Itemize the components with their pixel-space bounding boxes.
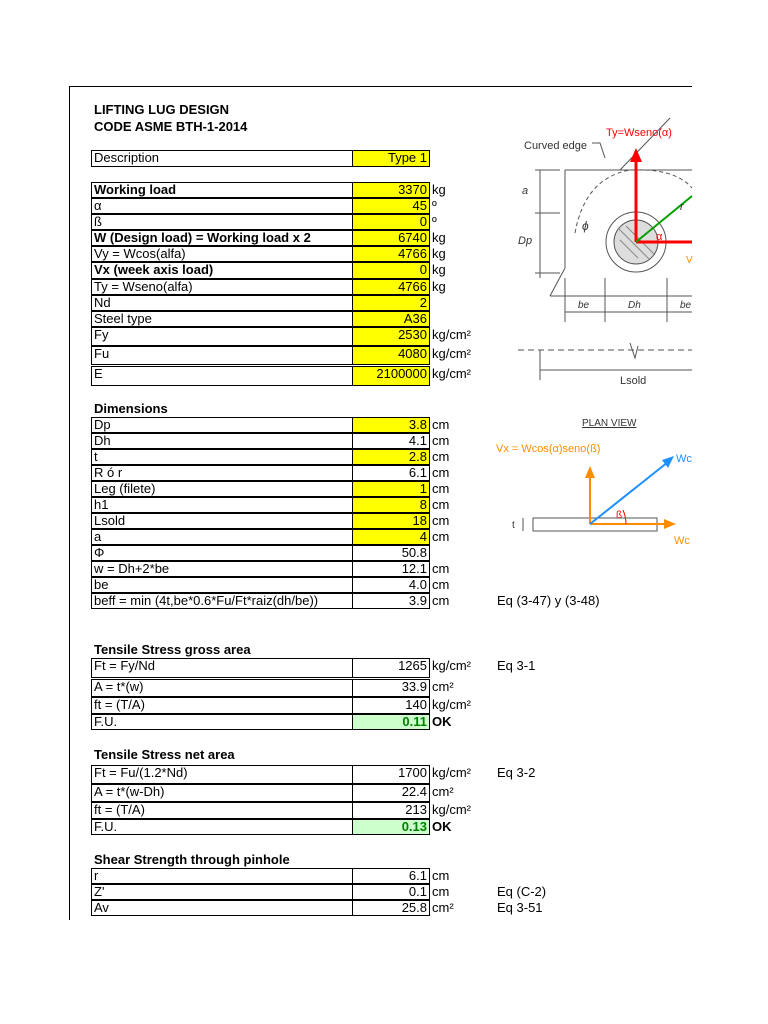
- equation-reference: Eq 3-51: [497, 900, 543, 915]
- row-unit: kg/cm²: [432, 327, 471, 342]
- row-unit: kg/cm²: [432, 366, 471, 381]
- row-label: Lsold: [91, 513, 353, 529]
- equation-reference: Eq 3-2: [497, 765, 536, 780]
- row-value: 50.8: [353, 545, 430, 561]
- wc-bottom-label: Wc: [674, 535, 690, 547]
- equation-reference: Eq (3-47) y (3-48): [497, 593, 600, 608]
- equation-reference: Eq 3-1: [497, 658, 536, 673]
- curved-edge-label: Curved edge: [524, 140, 587, 152]
- plan-view-diagram: [490, 412, 692, 552]
- tensile-net-title: Tensile Stress net area: [94, 747, 235, 762]
- row-label: Steel type: [91, 311, 353, 327]
- row-value: 6.1: [353, 465, 430, 481]
- row-label: Ft = Fy/Nd: [91, 658, 353, 678]
- status-ok: OK: [432, 714, 452, 729]
- row-label: Fy: [91, 327, 353, 346]
- row-label: Vy = Wcos(alfa): [91, 246, 353, 262]
- dh-label: Dh: [628, 300, 641, 311]
- row-unit: cm²: [432, 679, 454, 694]
- w-blue-arrow: [590, 462, 668, 524]
- row-label: Leg (filete): [91, 481, 353, 497]
- row-value: 0.1: [353, 884, 430, 900]
- row-label: Av: [91, 900, 353, 916]
- be-left-label: be: [578, 300, 590, 311]
- lsold-label: Lsold: [620, 375, 647, 387]
- alpha-label: α: [656, 231, 663, 243]
- row-label: α: [91, 198, 353, 214]
- row-unit: cm: [432, 449, 450, 464]
- row-unit: cm²: [432, 900, 454, 915]
- row-unit: cm: [432, 884, 450, 899]
- row-unit: kg: [432, 246, 446, 261]
- v-label: V: [686, 255, 693, 266]
- t-label: t: [512, 520, 515, 531]
- row-value[interactable]: 4080: [353, 346, 430, 365]
- row-value[interactable]: 3.8: [353, 417, 430, 433]
- row-label: Vx (week axis load): [91, 262, 353, 279]
- row-label: R ó r: [91, 465, 353, 481]
- row-unit: kg/cm²: [432, 765, 471, 780]
- status-ok: OK: [432, 819, 452, 834]
- row-unit: cm: [432, 593, 450, 608]
- row-unit: cm: [432, 513, 450, 528]
- row-label: r: [91, 868, 353, 884]
- row-unit: cm: [432, 433, 450, 448]
- row-unit: kg/cm²: [432, 346, 471, 361]
- vx-label: Vx = Wcos(α)seno(ß): [496, 443, 601, 455]
- row-value[interactable]: 45: [353, 198, 430, 214]
- shear-title: Shear Strength through pinhole: [94, 852, 290, 867]
- dim-a-label: a: [522, 185, 529, 197]
- dimensions-title: Dimensions: [94, 401, 168, 416]
- row-label: A = t*(w-Dh): [91, 784, 353, 802]
- row-value: 1700: [353, 765, 430, 784]
- row-value[interactable]: 18: [353, 513, 430, 529]
- row-unit: cm: [432, 577, 450, 592]
- row-value[interactable]: 0: [353, 214, 430, 230]
- row-value: 25.8: [353, 900, 430, 916]
- row-value: 0.11: [353, 714, 430, 730]
- row-label: h1: [91, 497, 353, 513]
- page-title: LIFTING LUG DESIGN: [94, 102, 230, 117]
- row-unit: kg: [432, 230, 446, 245]
- row-unit: kg: [432, 279, 446, 294]
- row-value: 22.4: [353, 784, 430, 802]
- row-value: 140: [353, 697, 430, 714]
- row-label: Z': [91, 884, 353, 900]
- r-label: r: [680, 201, 684, 213]
- row-label: A = t*(w): [91, 679, 353, 697]
- row-value[interactable]: 6740: [353, 230, 430, 246]
- row-label: W (Design load) = Working load x 2: [91, 230, 353, 246]
- row-label: beff = min (4t,be*0.6*Fu/Ft*raiz(dh/be)): [91, 593, 353, 609]
- row-unit: kg: [432, 262, 446, 277]
- row-unit: kg/cm²: [432, 802, 471, 817]
- row-value: 4.0: [353, 577, 430, 593]
- row-value[interactable]: 4766: [353, 246, 430, 262]
- row-value[interactable]: 2100000: [353, 366, 430, 386]
- row-label: Ft = Fu/(1.2*Nd): [91, 765, 353, 784]
- row-unit: º: [432, 214, 437, 229]
- row-unit: cm: [432, 417, 450, 432]
- row-value[interactable]: 2: [353, 295, 430, 311]
- row-value[interactable]: 2.8: [353, 449, 430, 465]
- lug-elevation-diagram: [510, 118, 692, 390]
- row-value: 33.9: [353, 679, 430, 697]
- row-value[interactable]: 0: [353, 262, 430, 279]
- code-reference: CODE ASME BTH-1-2014: [94, 119, 248, 134]
- row-unit: kg/cm²: [432, 697, 471, 712]
- row-label: Dp: [91, 417, 353, 433]
- be-right-label: be: [680, 300, 692, 311]
- ty-label: Ty=Wseno(α): [606, 127, 672, 139]
- row-unit: cm²: [432, 784, 454, 799]
- row-label: F.U.: [91, 714, 353, 730]
- row-label: Fu: [91, 346, 353, 365]
- plan-view-title: PLAN VIEW: [582, 418, 637, 429]
- row-value[interactable]: 4766: [353, 279, 430, 295]
- lug-left-edge: [550, 170, 565, 296]
- row-label: ft = (T/A): [91, 802, 353, 819]
- row-label: Nd: [91, 295, 353, 311]
- row-value: 3.9: [353, 593, 430, 609]
- row-label: E: [91, 366, 353, 386]
- row-label: Φ: [91, 545, 353, 561]
- tensile-gross-title: Tensile Stress gross area: [94, 642, 251, 657]
- description-value[interactable]: Type 1: [353, 150, 430, 167]
- row-label: F.U.: [91, 819, 353, 835]
- row-label: Working load: [91, 182, 353, 198]
- row-label: Dh: [91, 433, 353, 449]
- sheet-border-top: [69, 86, 692, 87]
- row-label: w = Dh+2*be: [91, 561, 353, 577]
- row-value: 1265: [353, 658, 430, 678]
- row-unit: cm: [432, 481, 450, 496]
- row-label: t: [91, 449, 353, 465]
- row-value: 0.13: [353, 819, 430, 835]
- row-unit: º: [432, 198, 437, 213]
- row-unit: cm: [432, 465, 450, 480]
- equation-reference: Eq (C-2): [497, 884, 547, 899]
- row-value[interactable]: 1: [353, 481, 430, 497]
- row-value[interactable]: 4: [353, 529, 430, 545]
- row-unit: cm: [432, 868, 450, 883]
- dim-dp-label: Dp: [518, 235, 533, 247]
- row-unit: kg: [432, 182, 446, 197]
- row-value: 6.1: [353, 868, 430, 884]
- sheet-border-left: [69, 86, 70, 920]
- phi-label: ϕ: [582, 219, 589, 233]
- row-value[interactable]: 3370: [353, 182, 430, 198]
- row-label: ft = (T/A): [91, 697, 353, 714]
- row-value: 12.1: [353, 561, 430, 577]
- row-label: a: [91, 529, 353, 545]
- wc-top-label: Wc: [676, 453, 692, 465]
- row-label: Ty = Wseno(alfa): [91, 279, 353, 295]
- row-label: ß: [91, 214, 353, 230]
- description-label: Description: [91, 150, 353, 167]
- row-value: 213: [353, 802, 430, 819]
- row-unit: cm: [432, 497, 450, 512]
- beta-label: ß: [616, 510, 623, 521]
- row-label: be: [91, 577, 353, 593]
- row-value[interactable]: 2530: [353, 327, 430, 346]
- row-unit: cm: [432, 529, 450, 544]
- row-unit: kg/cm²: [432, 658, 471, 673]
- row-unit: cm: [432, 561, 450, 576]
- row-value[interactable]: 8: [353, 497, 430, 513]
- row-value: 4.1: [353, 433, 430, 449]
- row-value[interactable]: A36: [353, 311, 430, 327]
